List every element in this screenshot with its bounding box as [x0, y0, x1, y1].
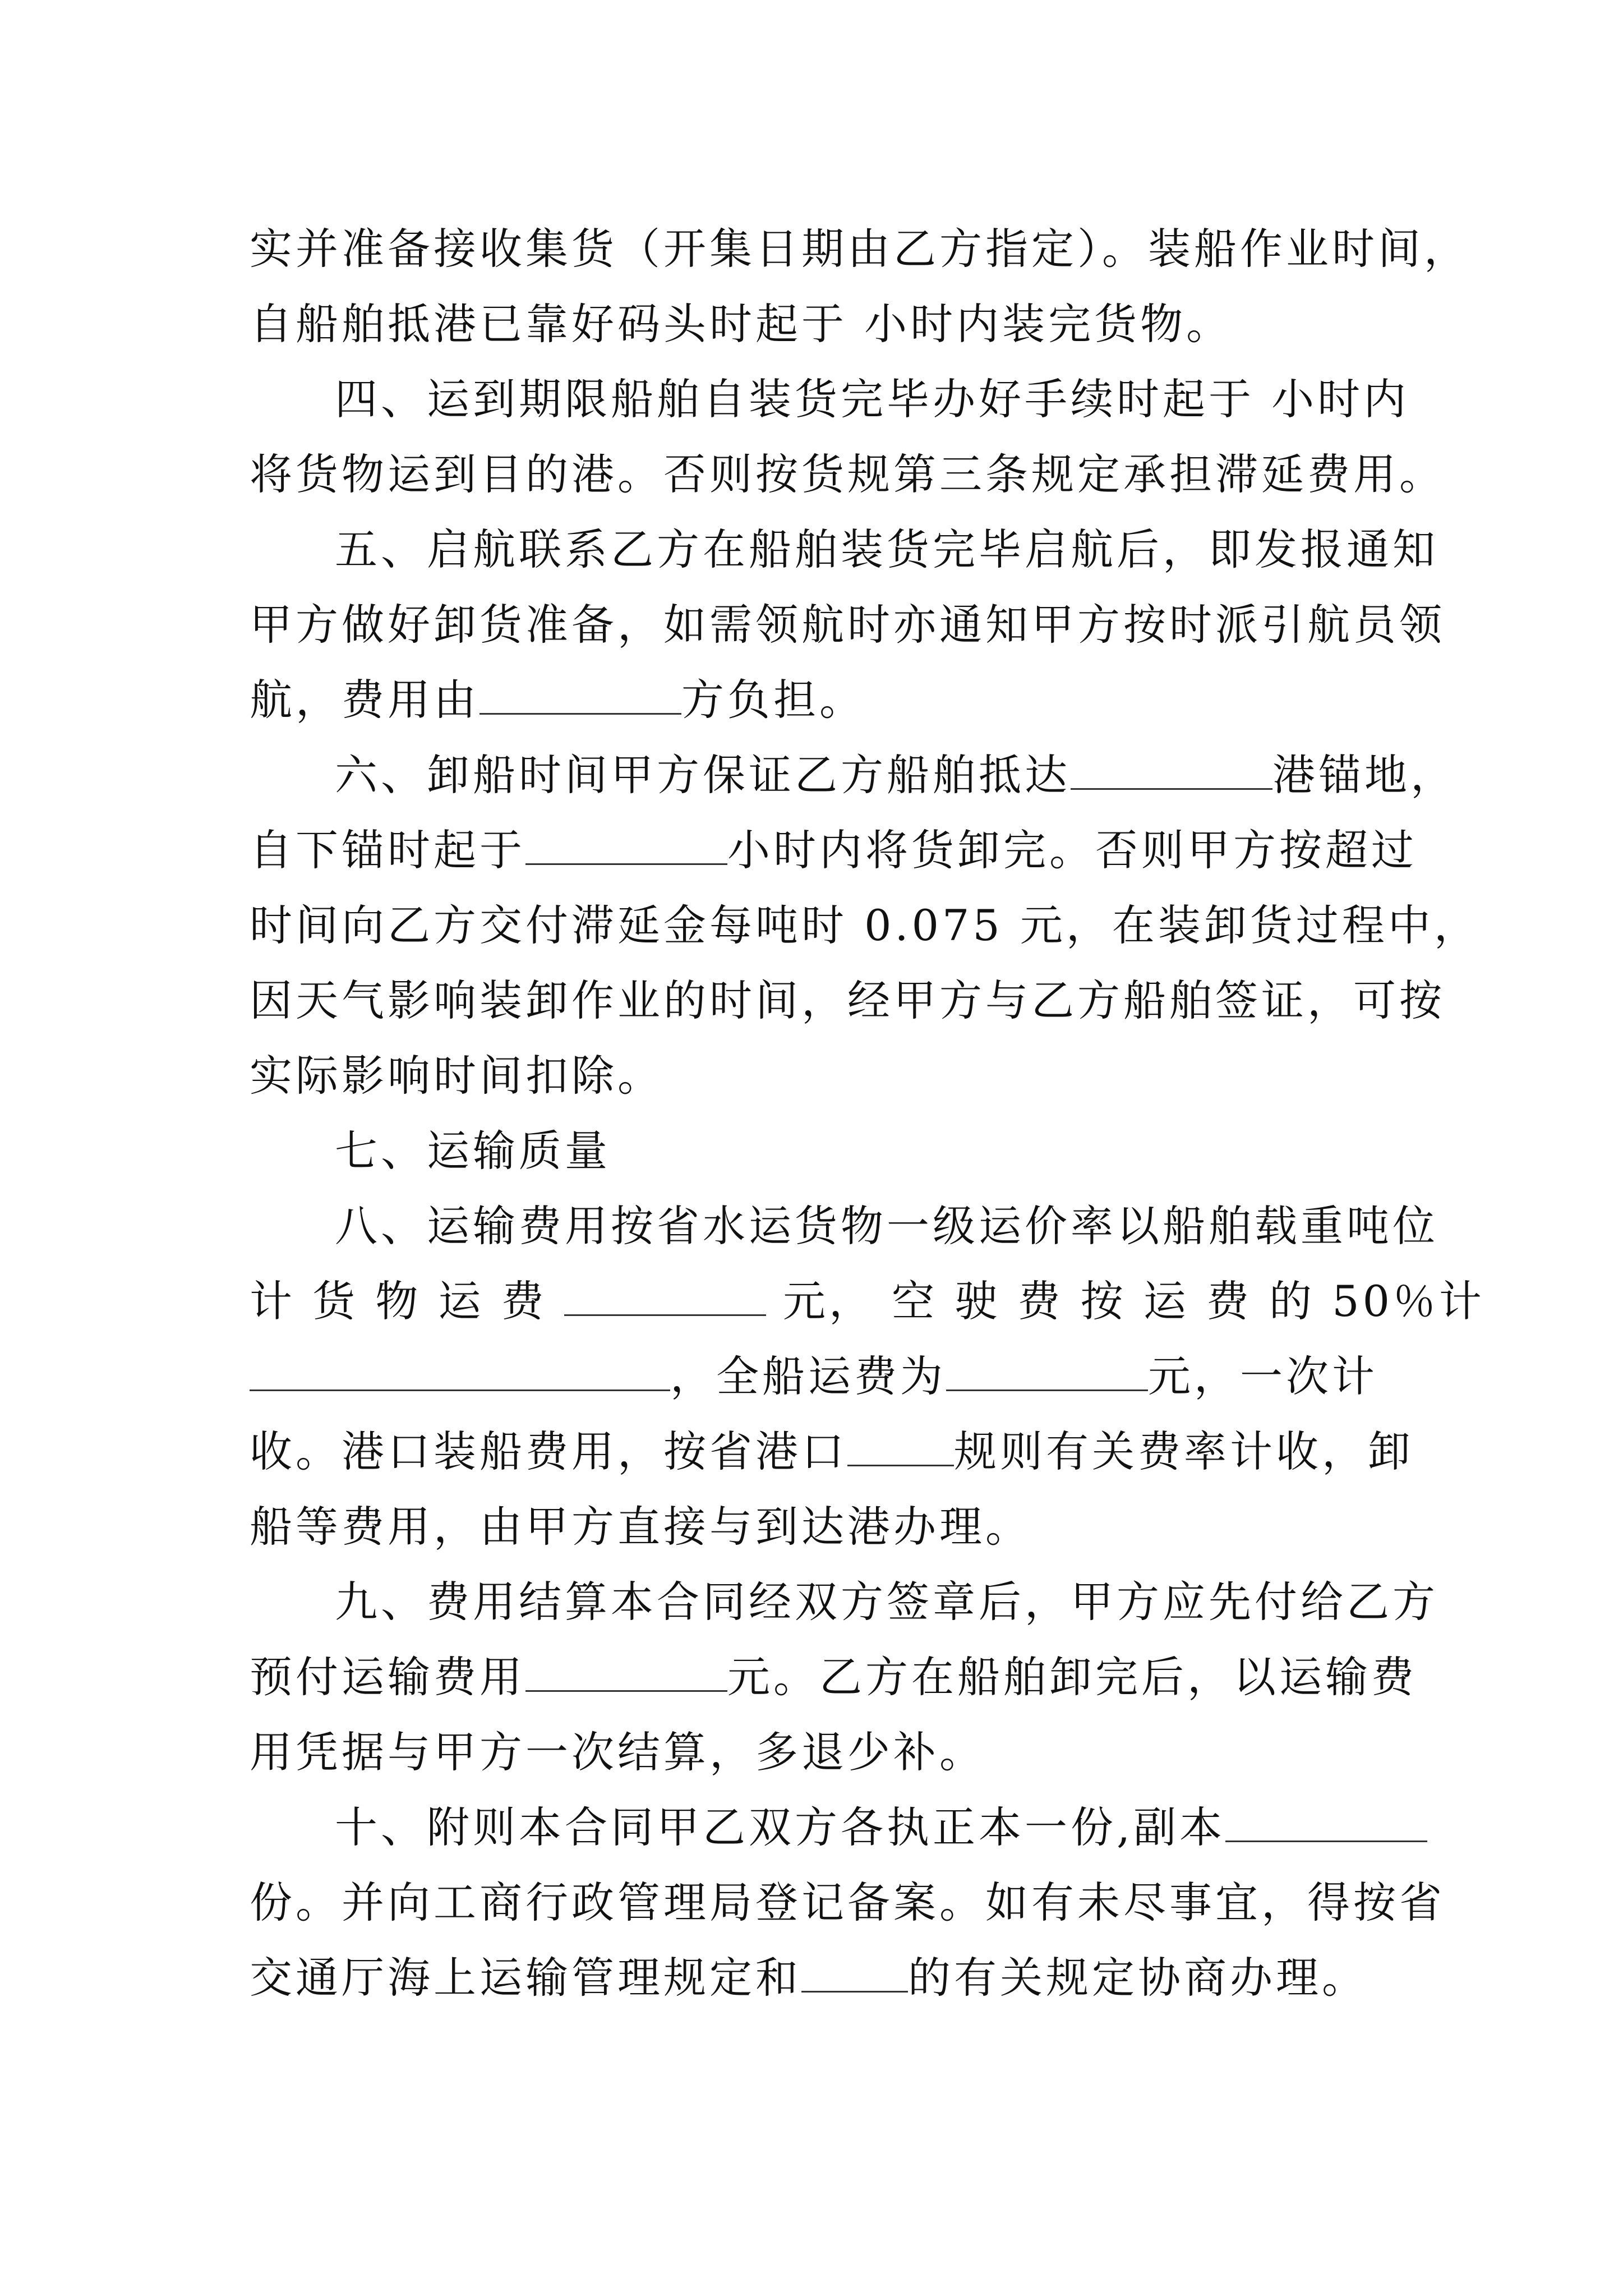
- text-line: [250, 744, 1456, 807]
- document-page: [250, 218, 1485, 2022]
- text-line: [250, 1045, 1394, 1107]
- line-text: 七、运输质量: [335, 1126, 611, 1176]
- fill-in-blank[interactable]: [847, 1431, 954, 1466]
- line-text: 自船舶抵港已靠好码头时起于 小时内装完货物。: [250, 299, 1233, 349]
- line-text: 九、费用结算本合同经双方签章后，甲方应先付给乙方: [335, 1577, 1438, 1627]
- text-line: [250, 1270, 1485, 1333]
- line-text: 六、卸船时间甲方保证乙方船舶抵达: [335, 750, 1071, 800]
- text-line: [250, 1947, 1394, 2009]
- line-text: 交通厅海上运输管理规定和: [250, 1953, 801, 2003]
- text-line: [250, 1721, 1394, 1784]
- fill-in-blank[interactable]: [801, 1957, 908, 1993]
- line-text: 八、运输费用按省水运货物一级运价率以船舶载重吨位: [335, 1201, 1438, 1251]
- fill-in-blank[interactable]: [1225, 1807, 1427, 1842]
- fill-in-blank[interactable]: [525, 1657, 727, 1692]
- line-text: 四、运到期限船舶自装货完毕办好手续时起于 小时内: [335, 374, 1410, 424]
- text-line: [250, 1195, 1438, 1258]
- line-text: 方负担。: [681, 675, 865, 725]
- line-text: 港锚地，: [1272, 750, 1456, 800]
- fill-in-blank[interactable]: [1071, 754, 1272, 790]
- text-line: [250, 1871, 1445, 1934]
- line-text: ，全船运费为: [670, 1351, 946, 1401]
- text-line: [250, 1345, 1394, 1408]
- text-line: [250, 1646, 1417, 1709]
- line-text: 时间向乙方交付滞延金每吨时 0.075 元，在装卸货过程中，: [250, 900, 1480, 950]
- line-text: 甲方做好卸货准备，如需领航时亦通知甲方按时派引航员领: [250, 600, 1445, 650]
- line-text: 船等费用，由甲方直接与到达港办理。: [250, 1502, 1031, 1552]
- text-line: [250, 593, 1445, 656]
- line-text: 将货物运到目的港。否则按货规第三条规定承担滞延费用。: [250, 449, 1445, 499]
- line-text: 的有关规定协商办理。: [908, 1953, 1368, 2003]
- line-text: 元， 空 驶 费 按 运 费 的 50％计: [766, 1276, 1485, 1326]
- text-line: [250, 1120, 1394, 1182]
- fill-in-blank[interactable]: [479, 679, 681, 715]
- fill-in-blank[interactable]: [946, 1356, 1148, 1391]
- line-text: 收。港口装船费用，按省港口: [250, 1427, 847, 1476]
- text-line: [250, 293, 1394, 356]
- fill-in-blank[interactable]: [564, 1281, 766, 1316]
- line-text: 五、启航联系乙方在船舶装货完毕启航后，即发报通知: [335, 524, 1438, 574]
- text-line: [250, 1571, 1438, 1634]
- line-text: 小时内将货卸完。否则甲方按超过: [727, 825, 1417, 875]
- fill-in-blank[interactable]: [525, 830, 727, 865]
- line-text: 元，一次计: [1148, 1351, 1378, 1401]
- line-text: 因天气影响装卸作业的时间，经甲方与乙方船舶签证，可按: [250, 976, 1445, 1025]
- text-line: [250, 1796, 1394, 1859]
- text-line: [250, 218, 1470, 280]
- line-text: 份。并向工商行政管理局登记备案。如有未尽事宜，得按省: [250, 1878, 1445, 1927]
- text-line: [250, 894, 1480, 957]
- line-text: 实际影响时间扣除。: [250, 1051, 663, 1101]
- fill-in-blank[interactable]: [250, 1356, 670, 1391]
- text-line: [250, 1496, 1394, 1558]
- text-line: [250, 368, 1410, 431]
- line-text: 实并准备接收集货（开集日期由乙方指定）。装船作业时间，: [250, 224, 1470, 274]
- line-text: 十、附则本合同甲乙双方各执正本一份,副本: [335, 1802, 1226, 1852]
- line-text: 预付运输费用: [250, 1652, 525, 1702]
- text-line: [250, 443, 1445, 506]
- line-text: 航，费用由: [250, 675, 479, 725]
- text-line: [250, 1420, 1414, 1483]
- line-text: 自下锚时起于: [250, 825, 525, 875]
- text-line: [250, 969, 1445, 1032]
- line-text: 规则有关费率计收，卸: [954, 1427, 1414, 1476]
- line-text: 元。乙方在船舶卸完后，以运输费: [727, 1652, 1417, 1702]
- line-text: 用凭据与甲方一次结算，多退少补。: [250, 1727, 985, 1777]
- text-line: [250, 518, 1438, 581]
- text-line: [250, 819, 1417, 882]
- text-line: [250, 669, 1394, 731]
- line-text: 计 货 物 运 费: [250, 1276, 564, 1326]
